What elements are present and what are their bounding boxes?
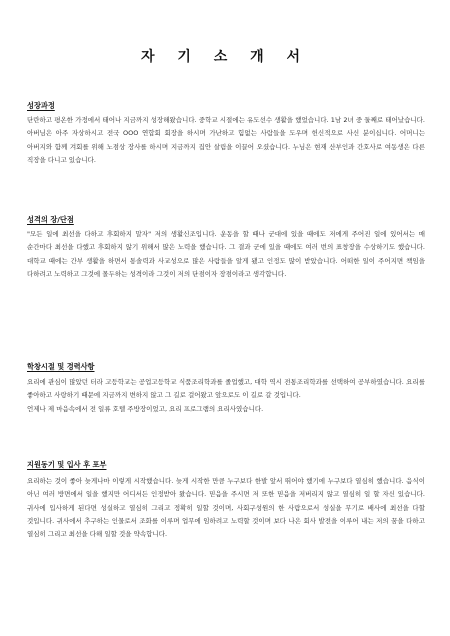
section-heading-motivation: 지원동기 및 입사 후 포부	[27, 460, 107, 469]
document-title: 자 기 소 개 서	[140, 49, 310, 65]
section-heading-personality: 성격의 장/단점	[27, 215, 74, 224]
section-heading-education: 학창시절 및 경력사항	[27, 362, 95, 371]
section-heading-growth: 성장과정	[27, 101, 55, 110]
paragraph: 요리에 관심이 많았던 터라 고등학교는 공업고등학교 식품조리학과를 졸업했고, 대학 역시 전통조리학과를 선택하여 공부하였습니다. 요리를 좋아하고 사랑하기 때문에 지금까지 변하지 않고 그 길로 걸어왔고 앞으로도 이 길로 갈 것입니다.	[27, 378, 425, 400]
section-body-growth	[27, 114, 425, 167]
section-body-education	[27, 376, 425, 416]
paragraph: 단란하고 평온한 가정에서 태어나 지금까지 성장해왔습니다. 중학교 시절에는 유도선수 생활을 했었습니다. 1남 2녀 중 둘째로 태어났습니다. 아버님은 아주 자상하시고 전국 OOO 연합회 회장을 하시며 가난하고 힘없는 사람들을 도우며 헌신적으로 사신 분이십니다. 어머니는 아버지와 함께 겨회를 위해 노점상 장사를 하시며 지금까지 집안 살림을 이끌어 오셨습니다. 누님은 현재 산부인과 간호사로 여동생은 다른 직장을 다니고 있습니다.	[27, 116, 425, 164]
section-body-motivation	[27, 475, 425, 541]
paragraph: 요리하는 것이 좋아 늦게나마 이렇게 시작했습니다. 늦게 시작한 만큼 누구보다 한발 앞서 뛰어야 했기에 누구보다 열심히 했습니다. 음식이 아닌 여러 방면에서 일을 했지만 어디서든 인정받아 왔습니다. 믿음을 주시면 저 또한 믿음을 저버리지 않고 열심히 일 할 자신 있습니다. 귀사에 입사하게 된다면 성실하고 열심히 그리고 정확히 일할 것이며, 사회구성원의 한 사람으로서 성실을 무기로 배사에 최선을 다할 것입니다. 귀사에서 추구하는 인물로서 조화를 이루며 업무에 임하려고 노력할 것이며 보다 나은 회사 발전을 이루어 내는 저의 꿈을 다하고 열심히 그리고 최선을 다해 일할 것을 약속합니다.	[27, 477, 425, 539]
paragraph: "모든 일에 최선을 다하고 후회하지 말자" 저의 생활신조입니다. 운동을 할 때나 군대에 있을 때에도 저에게 주어진 일에 있어서는 매 순간마다 최선을 다했고 후회하지 않기 위해서 많은 노력을 했습니다. 그 결과 군에 있을 때에도 여러 번의 표창장을 수상하기도 했습니다. 대학교 때에는 간부 생활을 하면서 통솔력과 사교성으로 많은 사람들을 알게 됐고 인정도 많이 받았습니다. 어떠한 일이 주어지면 책임을 다하려고 노력하고 그것에 몰두하는 성격이라 그것이 저의 단점이자 장점이라고 생각합니다.	[27, 230, 425, 278]
paragraph: 언제나 제 마음속에서 전 일류 호텔 주방장이었고, 요리 프로그램의 요리사였습니다.	[27, 404, 264, 413]
section-body-personality	[27, 228, 425, 281]
